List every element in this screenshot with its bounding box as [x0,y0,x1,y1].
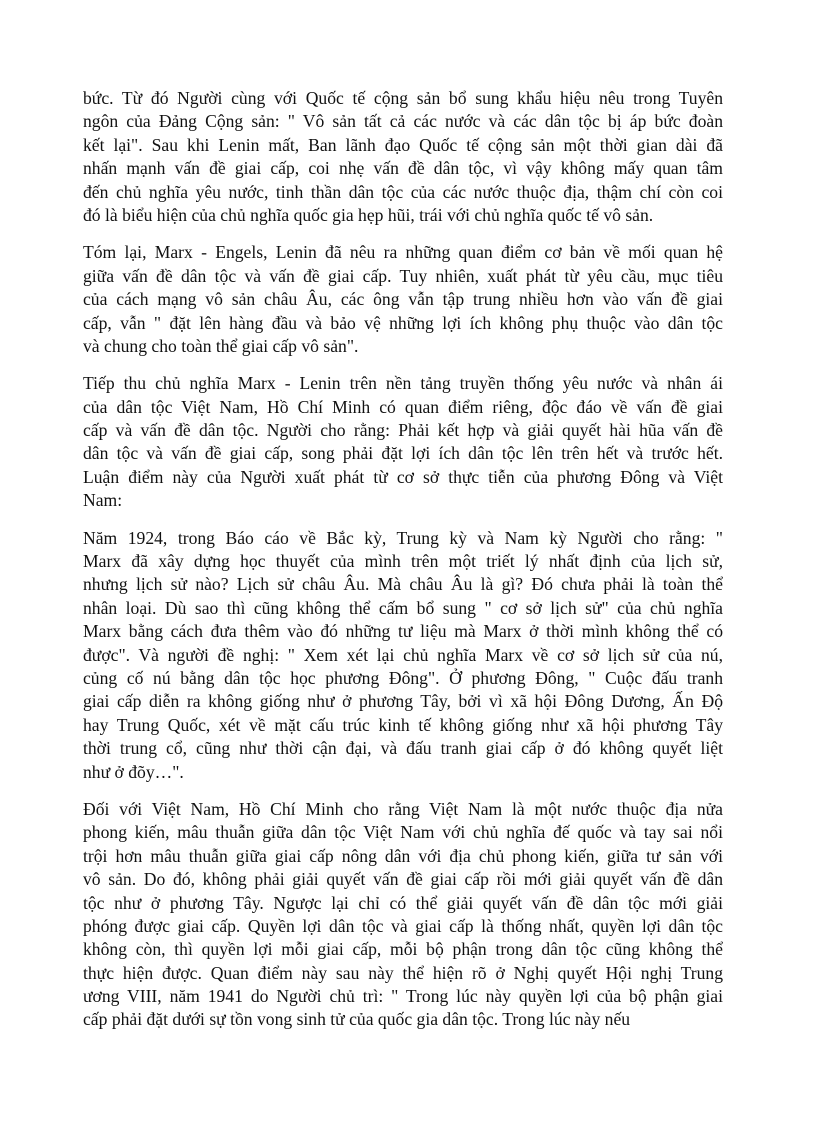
text-line: được". Và người đề nghị: " Xem xét lại chủ nghĩa Marx về cơ sở lịch sử của nú, [83,644,723,665]
text-line: cấp và vấn đề dân tộc. Người cho rằng: Phải kết hợp và giải quyết hài hũa vấn đề [83,420,723,441]
text-line: không còn, thì quyền lợi mỗi giai cấp, mỗi bộ phận trong dân tộc cũng không thể [83,939,723,960]
text-line: ngôn của Đảng Cộng sản: " Vô sản tất cả các nước và các dân tộc bị áp bức đoàn [83,111,723,132]
text-line: như ở đõy…". [83,761,184,782]
text-line: Nam: [83,490,123,511]
text-line: phóng được giai cấp. Quyền lợi dân tộc và giai cấp là thống nhất, quyền lợi dân tộc [83,915,723,936]
text-line: kết lại". Sau khi Lenin mất, Ban lãnh đạo Quốc tế cộng sản một thời gian dài đã [83,134,723,155]
text-line: giai cấp diễn ra không giống như ở phương Tây, bởi vì xã hội Đông Dương, Ấn Độ [83,691,723,712]
text-line: đến chủ nghĩa yêu nước, tinh thần dân tộc của các nước thuộc địa, thậm chí còn coi [83,181,723,202]
text-line: đó là biểu hiện của chủ nghĩa quốc gia hẹp hũi, trái với chủ nghĩa quốc tế vô sản. [83,204,654,225]
paragraph-5 [83,798,723,1032]
text-line: của dân tộc Việt Nam, Hồ Chí Minh có quan điểm riêng, độc đáo về vấn đề giai [83,396,723,417]
text-line: củng cố nú bằng dân tộc học phương Đông". Ở phương Đông, " Cuộc đấu tranh [83,667,723,688]
text-line: nhân loại. Dù sao thì cũng không thể cấm bổ sung " cơ sở lịch sử" của chủ nghĩa [83,597,723,618]
paragraph-3 [83,372,723,512]
text-line: Luận điểm này của Người xuất phát từ cơ sở thực tiễn của phương Đông và Việt [83,466,723,487]
text-line: vô sản. Do đó, không phải giải quyết vấn đề giai cấp rồi mới giải quyết vấn đề dân [83,869,723,890]
text-line: thời trung cổ, cũng như thời cận đại, và đấu tranh giai cấp ở đó không quyết liệt [83,738,723,759]
text-line: của cách mạng vô sản châu Âu, các ông vẫn tập trung nhiều hơn vào vấn đề giai [83,289,723,310]
text-line: ương VIII, năm 1941 do Người chủ trì: " Trong lúc này quyền lợi của bộ phận giai [83,986,723,1007]
text-line: hay Trung Quốc, xét về mặt cấu trúc kinh tế không giống như xã hội phương Tây [83,714,723,735]
text-line: và chung cho toàn thể giai cấp vô sản". [83,335,359,356]
text-line: tộc như ở phương Tây. Ngược lại chỉ có thể giải quyết vấn đề dân tộc mới giải [83,892,723,913]
text-line: giữa vấn đề dân tộc và vấn đề giai cấp. Tuy nhiên, xuất phát từ yêu cầu, mục tiêu [83,265,723,286]
paragraph-4 [83,527,723,784]
text-line: Marx đã xây dựng học thuyết của mình trên một triết lý nhất định của lịch sử, [83,551,723,572]
text-line: Đối với Việt Nam, Hồ Chí Minh cho rằng Việt Nam là một nước thuộc địa nửa [83,798,723,819]
text-line: nhưng lịch sử nào? Lịch sử châu Âu. Mà châu Âu là gì? Đó chưa phải là toàn thể [83,574,723,595]
text-line: trội hơn mâu thuẫn giữa giai cấp nông dân với địa chủ phong kiến, giữa tư sản với [83,845,723,866]
text-line: Tóm lại, Marx - Engels, Lenin đã nêu ra những quan điểm cơ bản về mối quan hệ [83,242,723,263]
text-line: Marx bằng cách đưa thêm vào đó những tư liệu mà Marx ở thời mình không thể có [83,621,723,642]
paragraph-1 [83,87,723,227]
text-line: Tiếp thu chủ nghĩa Marx - Lenin trên nền tảng truyền thống yêu nước và nhân ái [83,373,723,394]
text-line: Năm 1924, trong Báo cáo về Bắc kỳ, Trung kỳ và Nam kỳ Người cho rằng: " [83,527,723,548]
text-line: nhấn mạnh vấn đề giai cấp, coi nhẹ vấn đề dân tộc, vì vậy không mấy quan tâm [83,158,723,179]
document-page [83,87,723,1046]
text-line: cấp, vẫn " đặt lên hàng đầu và bảo vệ những lợi ích không phụ thuộc vào dân tộc [83,312,723,333]
text-line: dân tộc và vấn đề giai cấp, song phải đặt lợi ích dân tộc lên trên hết và trước hết. [83,443,723,464]
paragraph-2 [83,241,723,358]
text-line: bức. Từ đó Người cùng với Quốc tế cộng sản bổ sung khẩu hiệu nêu trong Tuyên [83,88,723,108]
text-line: thực hiện được. Quan điểm này sau này thể hiện rõ ở Nghị quyết Hội nghị Trung [83,962,723,983]
text-line: cấp phải đặt dưới sự tồn vong sinh tử của quốc gia dân tộc. Trong lúc này nếu [83,1009,631,1030]
text-line: phong kiến, mâu thuẫn giữa dân tộc Việt Nam với chủ nghĩa đế quốc và tay sai nổi [83,822,723,843]
